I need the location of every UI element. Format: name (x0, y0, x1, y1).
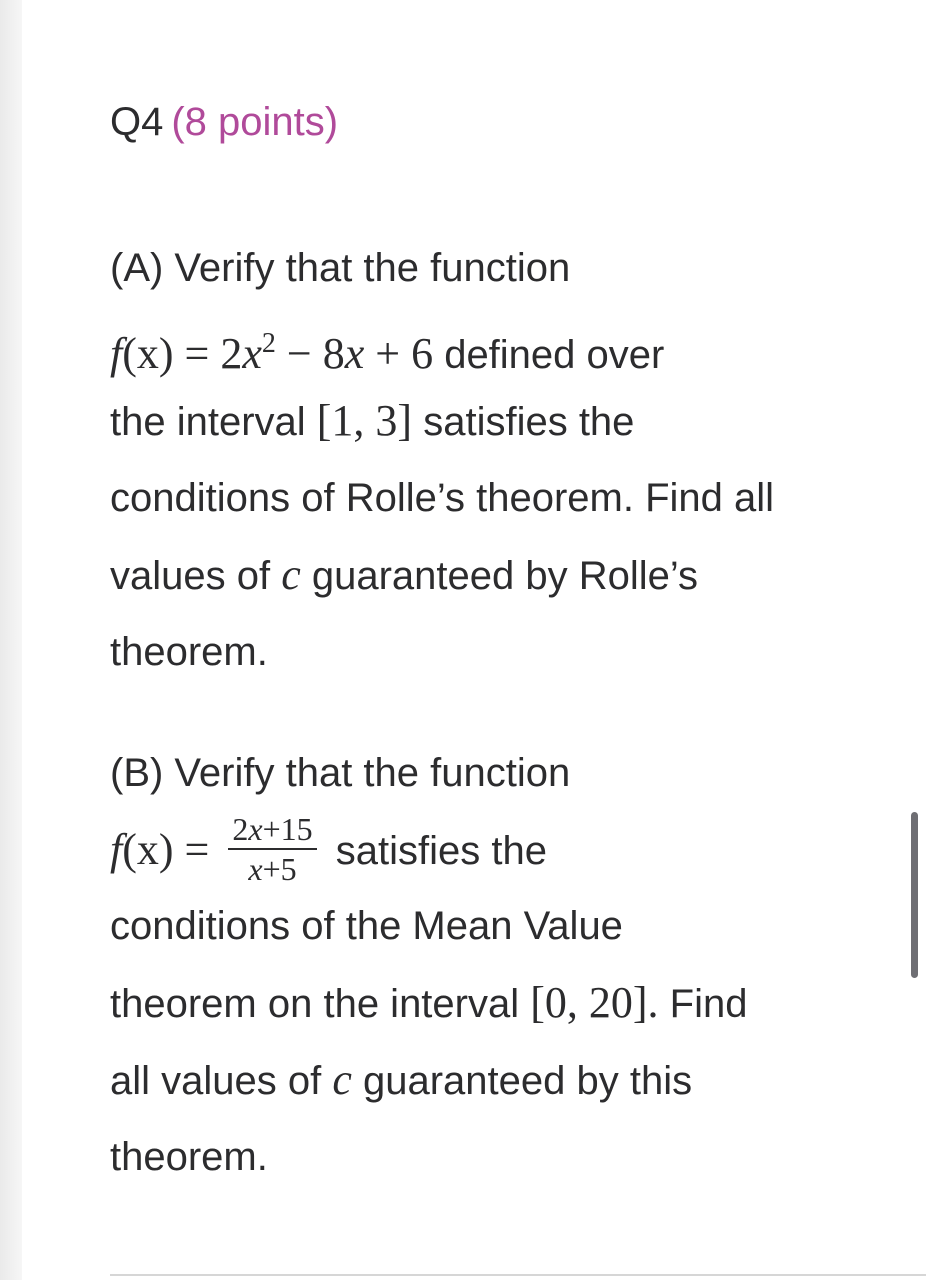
fraction-denominator (228, 850, 316, 886)
part-b-line-4-pre: theorem on the interval (110, 982, 531, 1026)
function-args: (x) = (122, 825, 221, 874)
part-b-line-3-text: conditions of the Mean Value (110, 904, 623, 948)
part-a-intro: (A) Verify that the function (110, 246, 571, 290)
function-args: (x) = 2 (122, 329, 243, 378)
part-b-line-6 (110, 1131, 268, 1183)
part-b-intro: (B) Verify that the function (110, 751, 571, 795)
divider (110, 1274, 926, 1276)
part-b-line-1 (110, 747, 570, 799)
denominator-const: +5 (262, 851, 297, 888)
part-a-line-6-text: theorem. (110, 630, 268, 674)
part-a-line-4-text: conditions of Rolle’s theorem. Find all (110, 476, 775, 520)
part-a-line-5-post: guaranteed by Rolle’s (300, 554, 699, 598)
variable-x: x (344, 329, 365, 378)
part-b-line-5-pre: all values of (110, 1059, 333, 1103)
numerator-const: +15 (262, 811, 313, 848)
variable-x: x (242, 329, 262, 378)
part-b-line-5-post: guaranteed by this (351, 1059, 693, 1103)
left-edge-strip (0, 0, 22, 1280)
variable-c: c (281, 550, 301, 599)
period: . (647, 978, 659, 1027)
fraction (228, 812, 316, 886)
variable-c: c (332, 1055, 352, 1104)
part-b-line-6-text: theorem. (110, 1135, 268, 1179)
denominator-x: x (248, 851, 263, 888)
question-points: (8 points) (171, 100, 339, 144)
part-b-line-4 (110, 977, 747, 1030)
function-name: f (110, 329, 123, 378)
part-a-line-5 (110, 549, 698, 602)
numerator-x: x (248, 811, 263, 848)
fraction-numerator (228, 812, 316, 850)
part-a-line-3-pre: the interval (110, 400, 317, 444)
part-a-line-2-text: defined over (433, 333, 665, 377)
part-b-line-3 (110, 900, 623, 952)
part-a-line-2 (110, 318, 664, 381)
question-header (110, 96, 338, 148)
part-a-line-3-post: satisfies the (412, 400, 635, 444)
exponent: 2 (261, 328, 276, 359)
part-b-line-4-post: Find (658, 982, 748, 1026)
part-a-line-4 (110, 472, 774, 524)
part-b-line-5 (110, 1054, 692, 1107)
part-a-line-3 (110, 395, 634, 448)
poly-middle: − 8 (275, 329, 345, 378)
part-b-line-2-text: satisfies the (324, 829, 547, 873)
part-a-line-6 (110, 626, 268, 678)
interval-a: [1, 3] (316, 396, 413, 445)
part-b-line-2 (110, 812, 547, 890)
part-a-line-1 (110, 242, 570, 294)
numerator-coef: 2 (232, 811, 249, 848)
question-number: Q4 (110, 100, 164, 144)
poly-end: + 6 (364, 329, 434, 378)
function-name: f (110, 825, 123, 874)
scrollbar[interactable] (911, 812, 918, 978)
interval-b: [0, 20] (530, 978, 648, 1027)
part-a-line-5-pre: values of (110, 554, 282, 598)
